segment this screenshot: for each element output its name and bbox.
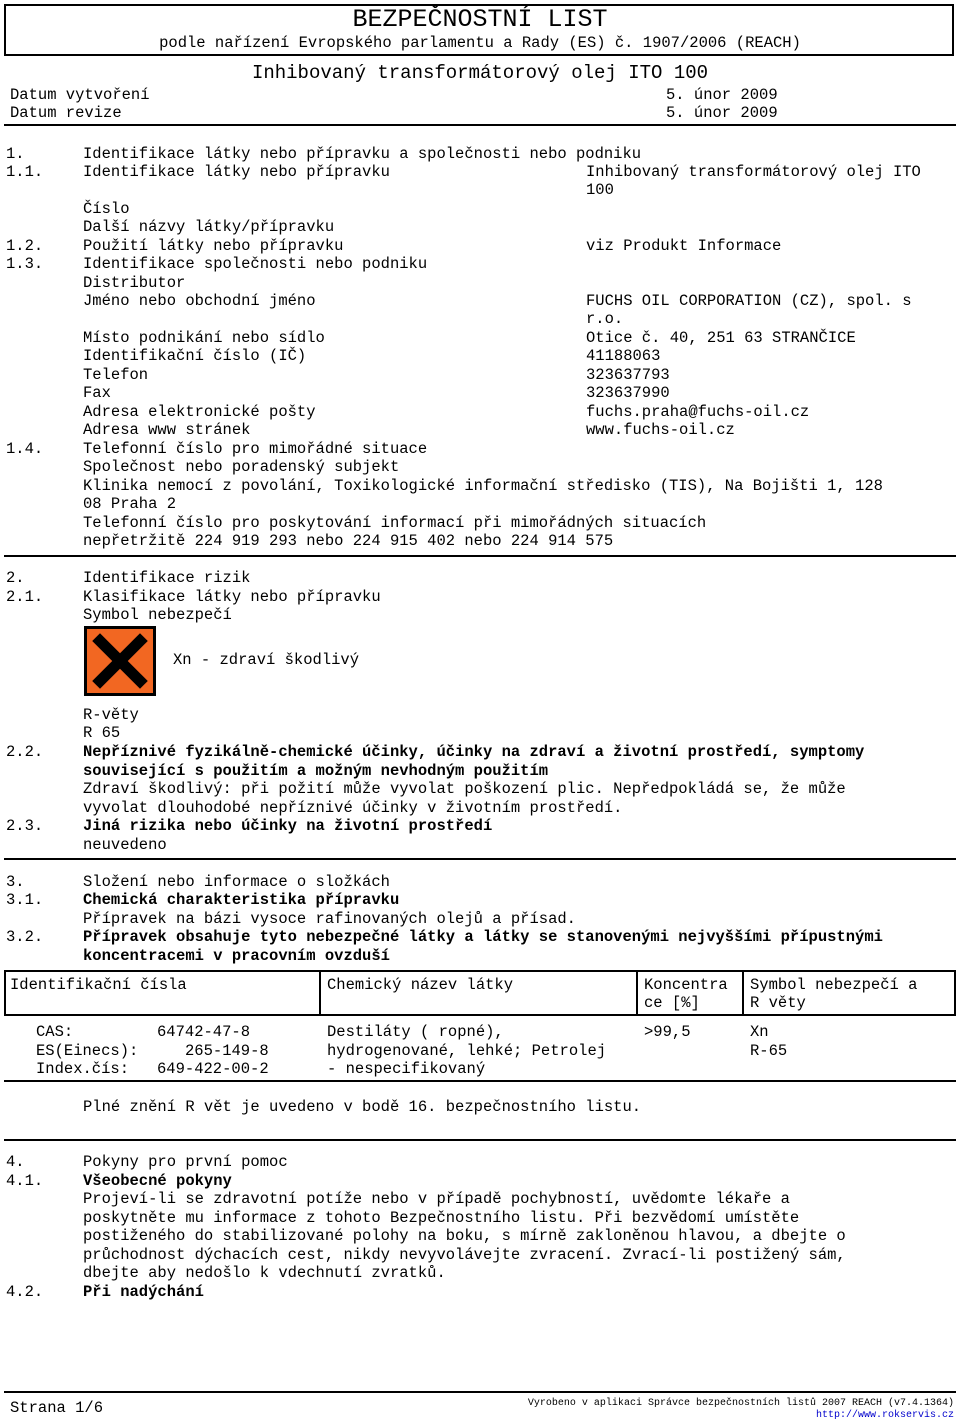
section-divider-3 xyxy=(4,1139,956,1141)
s12-value: viz Produkt Informace xyxy=(586,237,782,255)
document-subtitle: podle nařízení Evropského parlamentu a Rady (ES) č. 1907/2006 (REACH) xyxy=(159,34,801,52)
harmful-hazard-icon xyxy=(83,625,157,697)
s11-num: 1.1. xyxy=(6,163,44,181)
s2-num: 2. xyxy=(6,569,25,587)
fax-label: Fax xyxy=(83,384,111,402)
email-label: Adresa elektronické pošty xyxy=(83,403,316,421)
page-number: Strana 1/6 xyxy=(10,1399,104,1417)
index-value: 649-422-00-2 xyxy=(157,1060,269,1078)
s32-num: 3.2. xyxy=(6,928,44,946)
es-label: ES(Einecs): xyxy=(36,1042,139,1060)
ic-value: 41188063 xyxy=(586,347,661,365)
s1-num: 1. xyxy=(6,145,25,163)
dalsi-label: Další názvy látky/přípravku xyxy=(83,218,335,236)
s14-title: Telefonní číslo pro mimořádné situace xyxy=(83,440,428,458)
s11-value-2: 100 xyxy=(586,181,614,199)
s13-num: 1.3. xyxy=(6,255,44,273)
revised-label: Datum revize xyxy=(10,104,122,122)
s3-title: Složení nebo informace o složkách xyxy=(83,873,390,891)
s31-num: 3.1. xyxy=(6,891,44,909)
th-concentration-2: ce [%] xyxy=(644,994,700,1012)
symbol-value-2: R-65 xyxy=(750,1042,788,1060)
section-divider-1 xyxy=(4,555,956,557)
s22-num: 2.2. xyxy=(6,743,44,761)
s13-title: Identifikace společnosti nebo podniku xyxy=(83,255,428,273)
th-identification: Identifikační čísla xyxy=(10,976,187,994)
product-name: Inhibovaný transformátorový olej ITO 100 xyxy=(251,62,709,84)
s12-num: 1.2. xyxy=(6,237,44,255)
www-link[interactable]: www.fuchs-oil.cz xyxy=(586,421,735,439)
es-value: 265-149-8 xyxy=(185,1042,269,1060)
th-symbol-1: Symbol nebezpečí a xyxy=(750,976,918,994)
tel-info-label: Telefonní číslo pro poskytování informací při mimořádných situacích xyxy=(83,514,707,532)
s41-text-4: průchodnost dýchacích cest, nikdy nevyvolávejte zvracení. Zvrací-li postižený sám, xyxy=(83,1246,846,1264)
th-symbol-2: R věty xyxy=(750,994,806,1012)
s23-text: neuvedeno xyxy=(83,836,167,854)
s22-text-2: vyvolat dlouhodobé nepříznivé účinky v životním prostředí. xyxy=(83,799,623,817)
index-label: Index.čís: xyxy=(36,1060,130,1078)
s11-value-1: Inhibovaný transformátorový olej ITO xyxy=(586,163,921,181)
table-col-divider xyxy=(636,970,638,1016)
xn-label: Xn - zdraví škodlivý xyxy=(173,651,360,669)
s32-title-1: Přípravek obsahuje tyto nebezpečné látky a látky se stanovenými nejvyššími přípustnými xyxy=(83,928,883,946)
tel-label: Telefon xyxy=(83,366,149,384)
misto-value: Otice č. 40, 251 63 STRANČICE xyxy=(586,329,856,347)
nonstop-phones: nepřetržitě 224 919 293 nebo 224 915 402 nebo 224 914 575 xyxy=(83,532,614,550)
email-link[interactable]: fuchs.praha@fuchs-oil.cz xyxy=(586,403,810,421)
section-divider-2 xyxy=(4,858,956,860)
header-divider xyxy=(4,124,956,126)
s41-title: Všeobecné pokyny xyxy=(83,1172,232,1190)
cislo-label: Číslo xyxy=(83,200,130,218)
created-value: 5. únor 2009 xyxy=(666,86,778,104)
ic-label: Identifikační číslo (IČ) xyxy=(83,347,307,365)
produced-by: Vyrobeno v aplikaci Správce bezpečnostních listů 2007 REACH (v7.4.1364) xyxy=(527,1398,954,1409)
s1-title: Identifikace látky nebo přípravku a společnosti nebo podniku xyxy=(83,145,642,163)
s11-title: Identifikace látky nebo přípravku xyxy=(83,163,390,181)
s22-title-2: související s použitím a možným nevhodným použitím xyxy=(83,762,549,780)
th-chemical-name: Chemický název látky xyxy=(327,976,514,994)
s31-title: Chemická charakteristika přípravku xyxy=(83,891,400,909)
s22-text-1: Zdraví škodlivý: při požití může vyvolat poškození plic. Nepředpokládá se, že může xyxy=(83,780,846,798)
s22-title-1: Nepříznivé fyzikálně-chemické účinky, účinky na zdraví a životní prostředí, symptomy xyxy=(83,743,865,761)
s4-title: Pokyny pro první pomoc xyxy=(83,1153,288,1171)
misto-label: Místo podnikání nebo sídlo xyxy=(83,329,325,347)
tel-value: 323637793 xyxy=(586,366,670,384)
jmeno-value-2: r.o. xyxy=(586,310,624,328)
jmeno-label: Jméno nebo obchodní jméno xyxy=(83,292,316,310)
revised-value: 5. únor 2009 xyxy=(666,104,778,122)
producer-url-link[interactable]: http://www.rokservis.cz xyxy=(815,1410,954,1421)
s21-num: 2.1. xyxy=(6,588,44,606)
document-title: BEZPEČNOSTNÍ LIST xyxy=(352,5,608,34)
s4-num: 4. xyxy=(6,1153,25,1171)
chem-name-1: Destiláty ( ropné), xyxy=(327,1023,504,1041)
chem-name-2: hydrogenované, lehké; Petrolej xyxy=(327,1042,607,1060)
table-bottom-line xyxy=(4,1080,956,1082)
rvety-label: R-věty xyxy=(83,706,139,724)
cas-value: 64742-47-8 xyxy=(157,1023,251,1041)
s21-title: Klasifikace látky nebo přípravku xyxy=(83,588,381,606)
chem-name-3: - nespecifikovaný xyxy=(327,1060,486,1078)
s41-text-3: postiženého do stabilizované polohy na boku, s mírně zakloněnou hlavou, a dbejte o xyxy=(83,1227,846,1245)
s14-num: 1.4. xyxy=(6,440,44,458)
symbol-label: Symbol nebezpečí xyxy=(83,606,232,624)
s42-num: 4.2. xyxy=(6,1283,44,1301)
s23-num: 2.3. xyxy=(6,817,44,835)
s31-text: Přípravek na bázi vysoce rafinovaných olejů a přísad. xyxy=(83,910,576,928)
klinika-line-1: Klinika nemocí z povolání, Toxikologické informační středisko (TIS), Na Bojišti 1, 128 xyxy=(83,477,883,495)
s41-text-5: dbejte aby nedošlo k vdechnutí zvratků. xyxy=(83,1264,446,1282)
s23-title: Jiná rizika nebo účinky na životní prostředí xyxy=(83,817,493,835)
www-label: Adresa www stránek xyxy=(83,421,251,439)
s41-text-2: poskytněte mu informace z tohoto Bezpečnostního listu. Při bezvědomí umístěte xyxy=(83,1209,800,1227)
klinika-line-2: 08 Praha 2 xyxy=(83,495,177,513)
spolecnost-label: Společnost nebo poradenský subjekt xyxy=(83,458,400,476)
footer-divider xyxy=(4,1391,956,1393)
jmeno-value-1: FUCHS OIL CORPORATION (CZ), spol. s xyxy=(586,292,912,310)
concentration-value: >99,5 xyxy=(644,1023,691,1041)
distributor-label: Distributor xyxy=(83,274,186,292)
s42-title: Při nadýchání xyxy=(83,1283,204,1301)
r-phrases-note: Plné znění R vět je uvedeno v bodě 16. bezpečnostního listu. xyxy=(83,1098,642,1116)
th-concentration-1: Koncentra xyxy=(644,976,728,994)
table-col-divider xyxy=(319,970,321,1016)
symbol-value-1: Xn xyxy=(750,1023,769,1041)
cas-label: CAS: xyxy=(36,1023,74,1041)
s12-title: Použití látky nebo přípravku xyxy=(83,237,344,255)
created-label: Datum vytvoření xyxy=(10,86,150,104)
s2-title: Identifikace rizik xyxy=(83,569,251,587)
s3-num: 3. xyxy=(6,873,25,891)
s41-text-1: Projeví-li se zdravotní potíže nebo v případě pochybností, uvědomte lékaře a xyxy=(83,1190,790,1208)
s41-num: 4.1. xyxy=(6,1172,44,1190)
s32-title-2: koncentracemi v pracovním ovzduší xyxy=(83,947,390,965)
r65-label: R 65 xyxy=(83,724,121,742)
fax-value: 323637990 xyxy=(586,384,670,402)
table-col-divider xyxy=(742,970,744,1016)
